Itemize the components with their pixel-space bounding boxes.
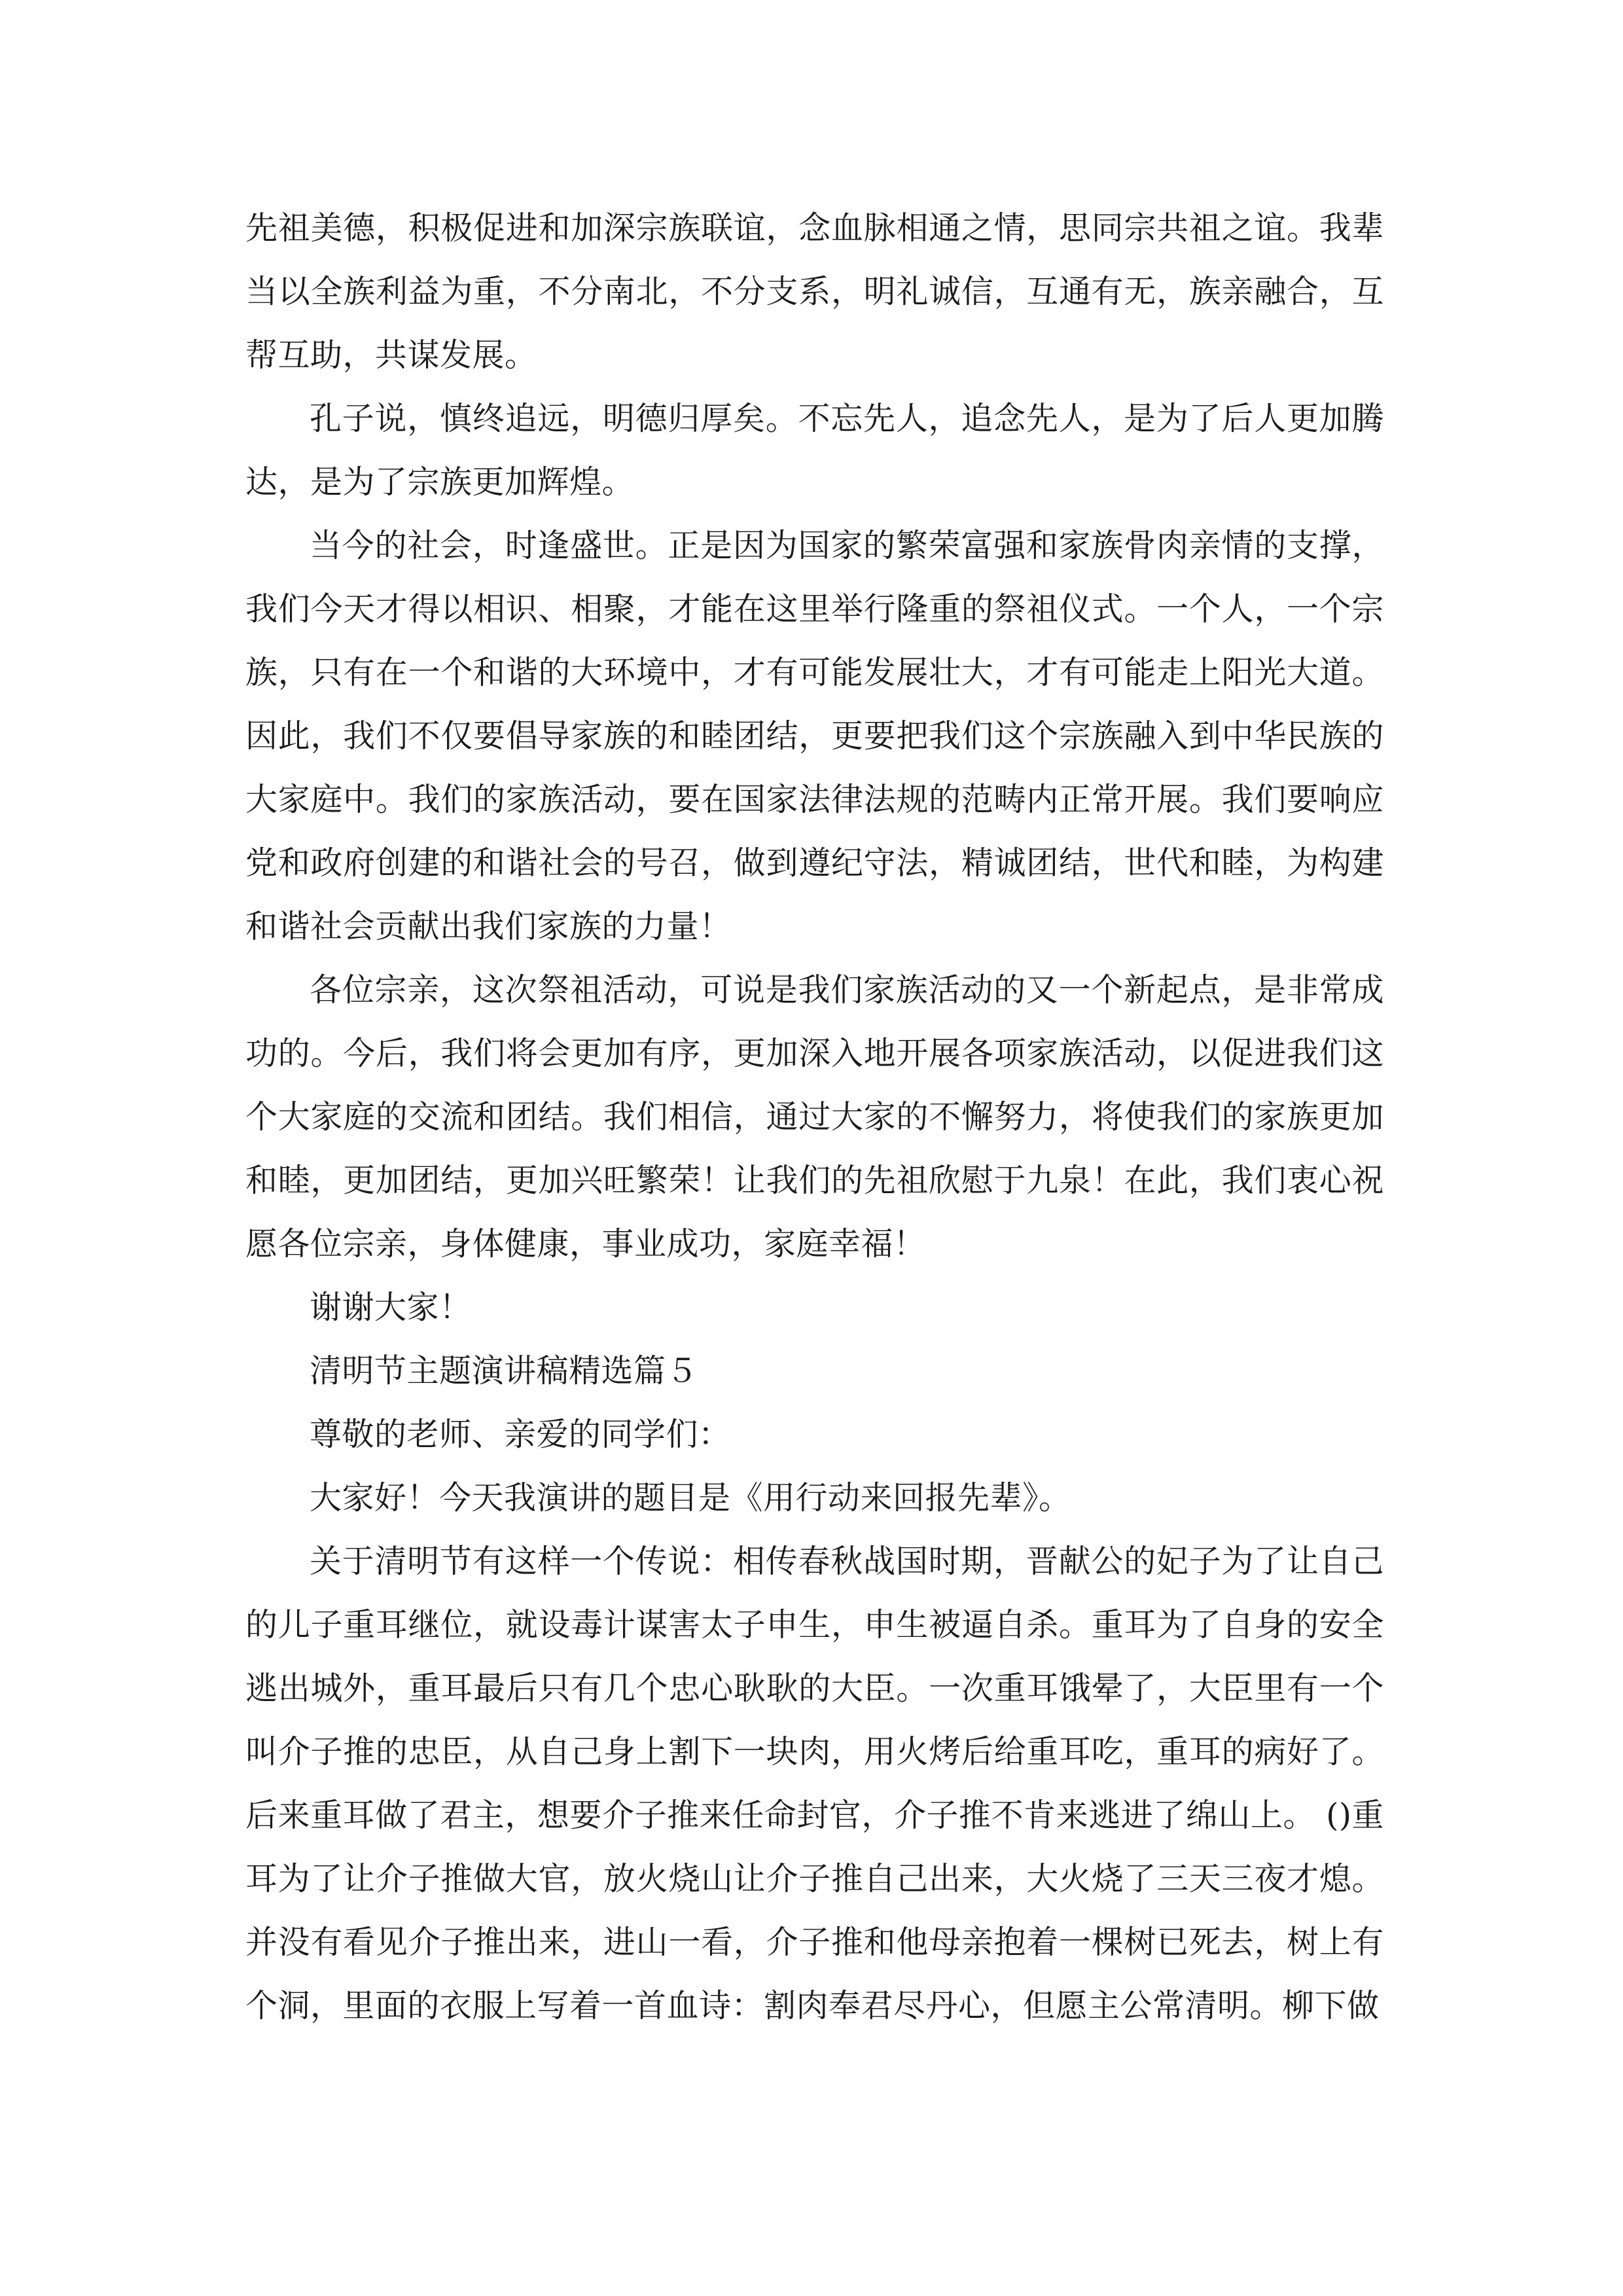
- paragraph-thanks: 谢谢大家！: [310, 1289, 472, 1326]
- paragraph-confucius-quote: 孔子说，慎终追远，明德归厚矣。不忘先人，追念先人，是为了后人更加腾达，是为了宗族更加辉煌。: [245, 400, 1384, 501]
- paragraph-ancestor-virtue: 先祖美德，积极促进和加深宗族联谊，念血脉相通之情，思同宗共祖之谊。我辈当以全族利益为重，不分南北，不分支系，明礼诚信，互通有无，族亲融合，互帮互助，共谋发展。: [245, 209, 1384, 374]
- salutation: 尊敬的老师、亲爱的同学们：: [310, 1416, 731, 1453]
- paragraph-prosperous-times: 当今的社会，时逢盛世。正是因为国家的繁荣富强和家族骨肉亲情的支撑，我们今天才得以相识、相聚，才能在这里举行隆重的祭祖仪式。一个人，一个宗族，只有在一个和谐的大环境中，才有可能发展壮大，才有可能走上阳光大道。因此，我们不仅要倡导家族的和睦团结，更要把我们这个宗族融入到中华民族的大家庭中。我们的家族活动，要在国家法律法规的范畴内正常开展。我们要响应党和政府创建的和谐社会的号召，做到遵纪守法，精诚团结，世代和睦，为构建和谐社会贡献出我们家族的力量！: [245, 527, 1384, 945]
- document-body: [245, 196, 1384, 2037]
- paragraph-clan-greetings: 各位宗亲，这次祭祖活动，可说是我们家族活动的又一个新起点，是非常成功的。今后，我们将会更加有序，更加深入地开展各项家族活动，以促进我们这个大家庭的交流和团结。我们相信，通过大家的不懈努力，将使我们的家族更加和睦，更加团结，更加兴旺繁荣！让我们的先祖欣慰于九泉！在此，我们衷心祝愿各位宗亲，身体健康，事业成功，家庭幸福！: [245, 971, 1384, 1263]
- paragraph-legend: 关于清明节有这样一个传说：相传春秋战国时期，晋献公的妃子为了让自己的儿子重耳继位，就设毒计谋害太子申生，申生被逼自杀。重耳为了自身的安全逃出城外，重耳最后只有几个忠心耿耿的大臣。一次重耳饿晕了，大臣里有一个叫介子推的忠臣，从自己身上割下一块肉，用火烤后给重耳吃，重耳的病好了。后来重耳做了君主，想要介子推来任命封官，介子推不肯来逃进了绵山上。 ()重耳为了让介子推做大官，放火烧山让介子推自己出来，大火烧了三天三夜才熄。并没有看见介子推出来，进山一看，介子推和他母亲抱着一棵树已死去，树上有个洞，里面的衣服上写着一首血诗：割肉奉君尽丹心，但愿主公常清明。柳下做: [245, 1543, 1384, 2024]
- section-title: 清明节主题演讲稿精选篇５: [310, 1352, 699, 1390]
- speech-topic: 大家好！今天我演讲的题目是《用行动来回报先辈》。: [310, 1479, 1071, 1516]
